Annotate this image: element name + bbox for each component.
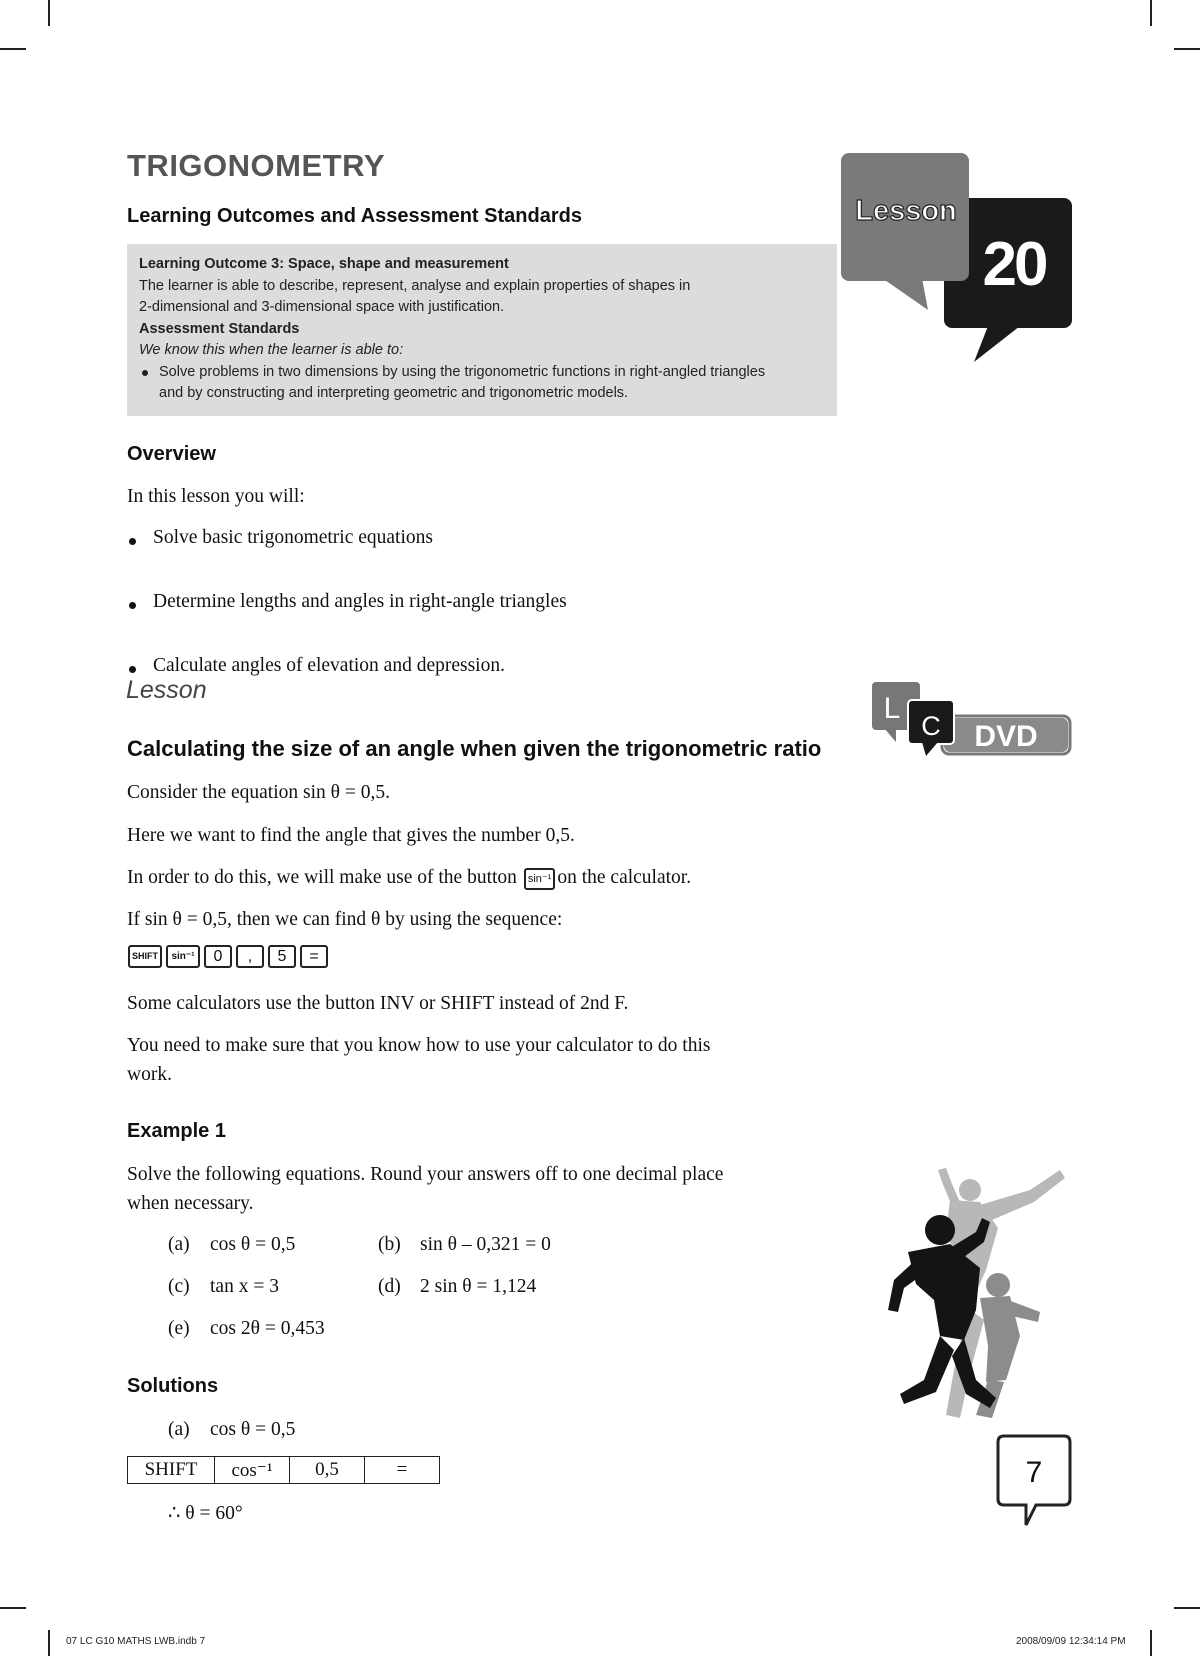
overview-item: Solve basic trigonometric equations	[127, 527, 1200, 549]
sin-inverse-key-icon: sin⁻¹	[166, 945, 200, 968]
shift-key-icon: SHIFT	[128, 945, 162, 968]
crop-mark	[1150, 0, 1152, 26]
table-cell: cos⁻¹	[215, 1457, 290, 1484]
comma-key-icon: ,	[236, 945, 264, 968]
item-equation: 2 sin θ = 1,124	[420, 1276, 537, 1297]
solution-result: ∴ θ = 60°	[168, 1503, 243, 1524]
crop-mark	[48, 1630, 50, 1656]
solutions-heading: Solutions	[127, 1375, 219, 1397]
paragraph-line: You need to make sure that you know how to use your calculator to do this	[127, 1035, 711, 1056]
learning-outcomes-box	[127, 244, 837, 416]
outcome-text: 2-dimensional and 3-dimensional space with justification.	[139, 299, 505, 315]
item-equation: cos θ = 0,5	[210, 1234, 296, 1255]
crop-mark	[1174, 1607, 1200, 1609]
table-cell: =	[365, 1457, 440, 1484]
paragraph-line: Solve the following equations. Round your answers off to one decimal place	[127, 1164, 724, 1185]
lesson-word: Lesson	[855, 195, 957, 227]
lesson-number: 20	[982, 230, 1046, 299]
overview-item: Calculate angles of elevation and depression.	[127, 655, 1200, 677]
dvd-badge	[870, 680, 1075, 760]
item-equation: cos θ = 0,5	[210, 1419, 296, 1440]
page-title: TRIGONOMETRY	[127, 148, 386, 183]
paragraph	[127, 863, 691, 892]
item-label: (a)	[168, 1234, 190, 1255]
assessment-standards-title: Assessment Standards	[139, 320, 300, 337]
item-label: (b)	[378, 1234, 401, 1255]
assessment-bullet-line: and by constructing and interpreting geometric and trigonometric models.	[159, 385, 629, 401]
item-label: (c)	[168, 1276, 190, 1297]
sin-inverse-key-icon: sin⁻¹	[524, 868, 556, 890]
dancers-illustration	[880, 1160, 1080, 1425]
example-intro	[127, 1160, 723, 1218]
lesson-label: Lesson	[126, 676, 207, 704]
overview-item: Determine lengths and angles in right-angle triangles	[127, 591, 1200, 613]
example-item	[168, 1314, 325, 1343]
lo-heading: Learning Outcomes and Assessment Standards	[127, 205, 582, 227]
key-sequence	[128, 945, 332, 968]
crop-mark	[1174, 48, 1200, 50]
assessment-bullet-line: Solve problems in two dimensions by using the trigonometric functions in right-angled triangles	[159, 363, 766, 380]
outcome-title: Learning Outcome 3: Space, shape and measurement	[139, 256, 509, 272]
paragraph-text: on the calculator.	[557, 867, 692, 888]
item-equation: sin θ – 0,321 = 0	[420, 1234, 551, 1255]
page-number-badge	[996, 1433, 1076, 1529]
paragraph: Here we want to find the angle that gives the number 0,5.	[127, 825, 575, 846]
footer-timestamp: 2008/09/09 12:34:14 PM	[1016, 1636, 1126, 1647]
paragraph	[127, 1031, 710, 1089]
dvd-c-letter: C	[921, 711, 941, 741]
assessment-intro: We know this when the learner is able to:	[139, 342, 404, 358]
table-cell: SHIFT	[128, 1457, 215, 1484]
paragraph-line: when necessary.	[127, 1193, 254, 1214]
crop-mark	[0, 1607, 26, 1609]
table-cell: 0,5	[290, 1457, 365, 1484]
example-heading: Example 1	[127, 1120, 226, 1142]
crop-mark	[48, 0, 50, 26]
equals-key-icon: =	[300, 945, 328, 968]
item-label: (e)	[168, 1318, 190, 1339]
example-item	[378, 1230, 551, 1259]
lesson-badge	[838, 150, 1078, 365]
zero-key-icon: 0	[204, 945, 232, 968]
calculator-steps-table	[127, 1456, 440, 1484]
five-key-icon: 5	[268, 945, 296, 968]
example-item	[378, 1272, 536, 1301]
assessment-bullet	[139, 362, 825, 405]
overview-intro: In this lesson you will:	[127, 486, 305, 507]
paragraph: Some calculators use the button INV or SHIFT instead of 2nd F.	[127, 993, 629, 1014]
dark-figure	[888, 1215, 996, 1408]
crop-mark	[0, 48, 26, 50]
overview-heading: Overview	[127, 443, 216, 465]
footer-file: 07 LC G10 MATHS LWB.indb 7	[66, 1636, 206, 1647]
crop-mark	[1150, 1630, 1152, 1656]
dvd-l-letter: L	[883, 692, 901, 725]
item-equation: tan x = 3	[210, 1276, 279, 1297]
example-item	[168, 1272, 279, 1301]
dvd-text: DVD	[974, 720, 1038, 753]
item-label: (d)	[378, 1276, 401, 1297]
outcome-text: The learner is able to describe, represent, analyse and explain properties of shapes in	[139, 277, 691, 294]
paragraph-text: In order to do this, we will make use of the button	[127, 867, 517, 888]
item-equation: cos 2θ = 0,453	[210, 1318, 325, 1339]
paragraph-line: work.	[127, 1064, 172, 1085]
paragraph: If sin θ = 0,5, then we can find θ by using the sequence:	[127, 909, 563, 930]
page-number: 7	[1025, 1456, 1043, 1489]
example-item	[168, 1230, 295, 1259]
item-label: (a)	[168, 1419, 190, 1440]
paragraph: Consider the equation sin θ = 0,5.	[127, 782, 390, 803]
section-heading: Calculating the size of an angle when given the trigonometric ratio	[127, 736, 822, 761]
solution-item	[168, 1415, 295, 1444]
